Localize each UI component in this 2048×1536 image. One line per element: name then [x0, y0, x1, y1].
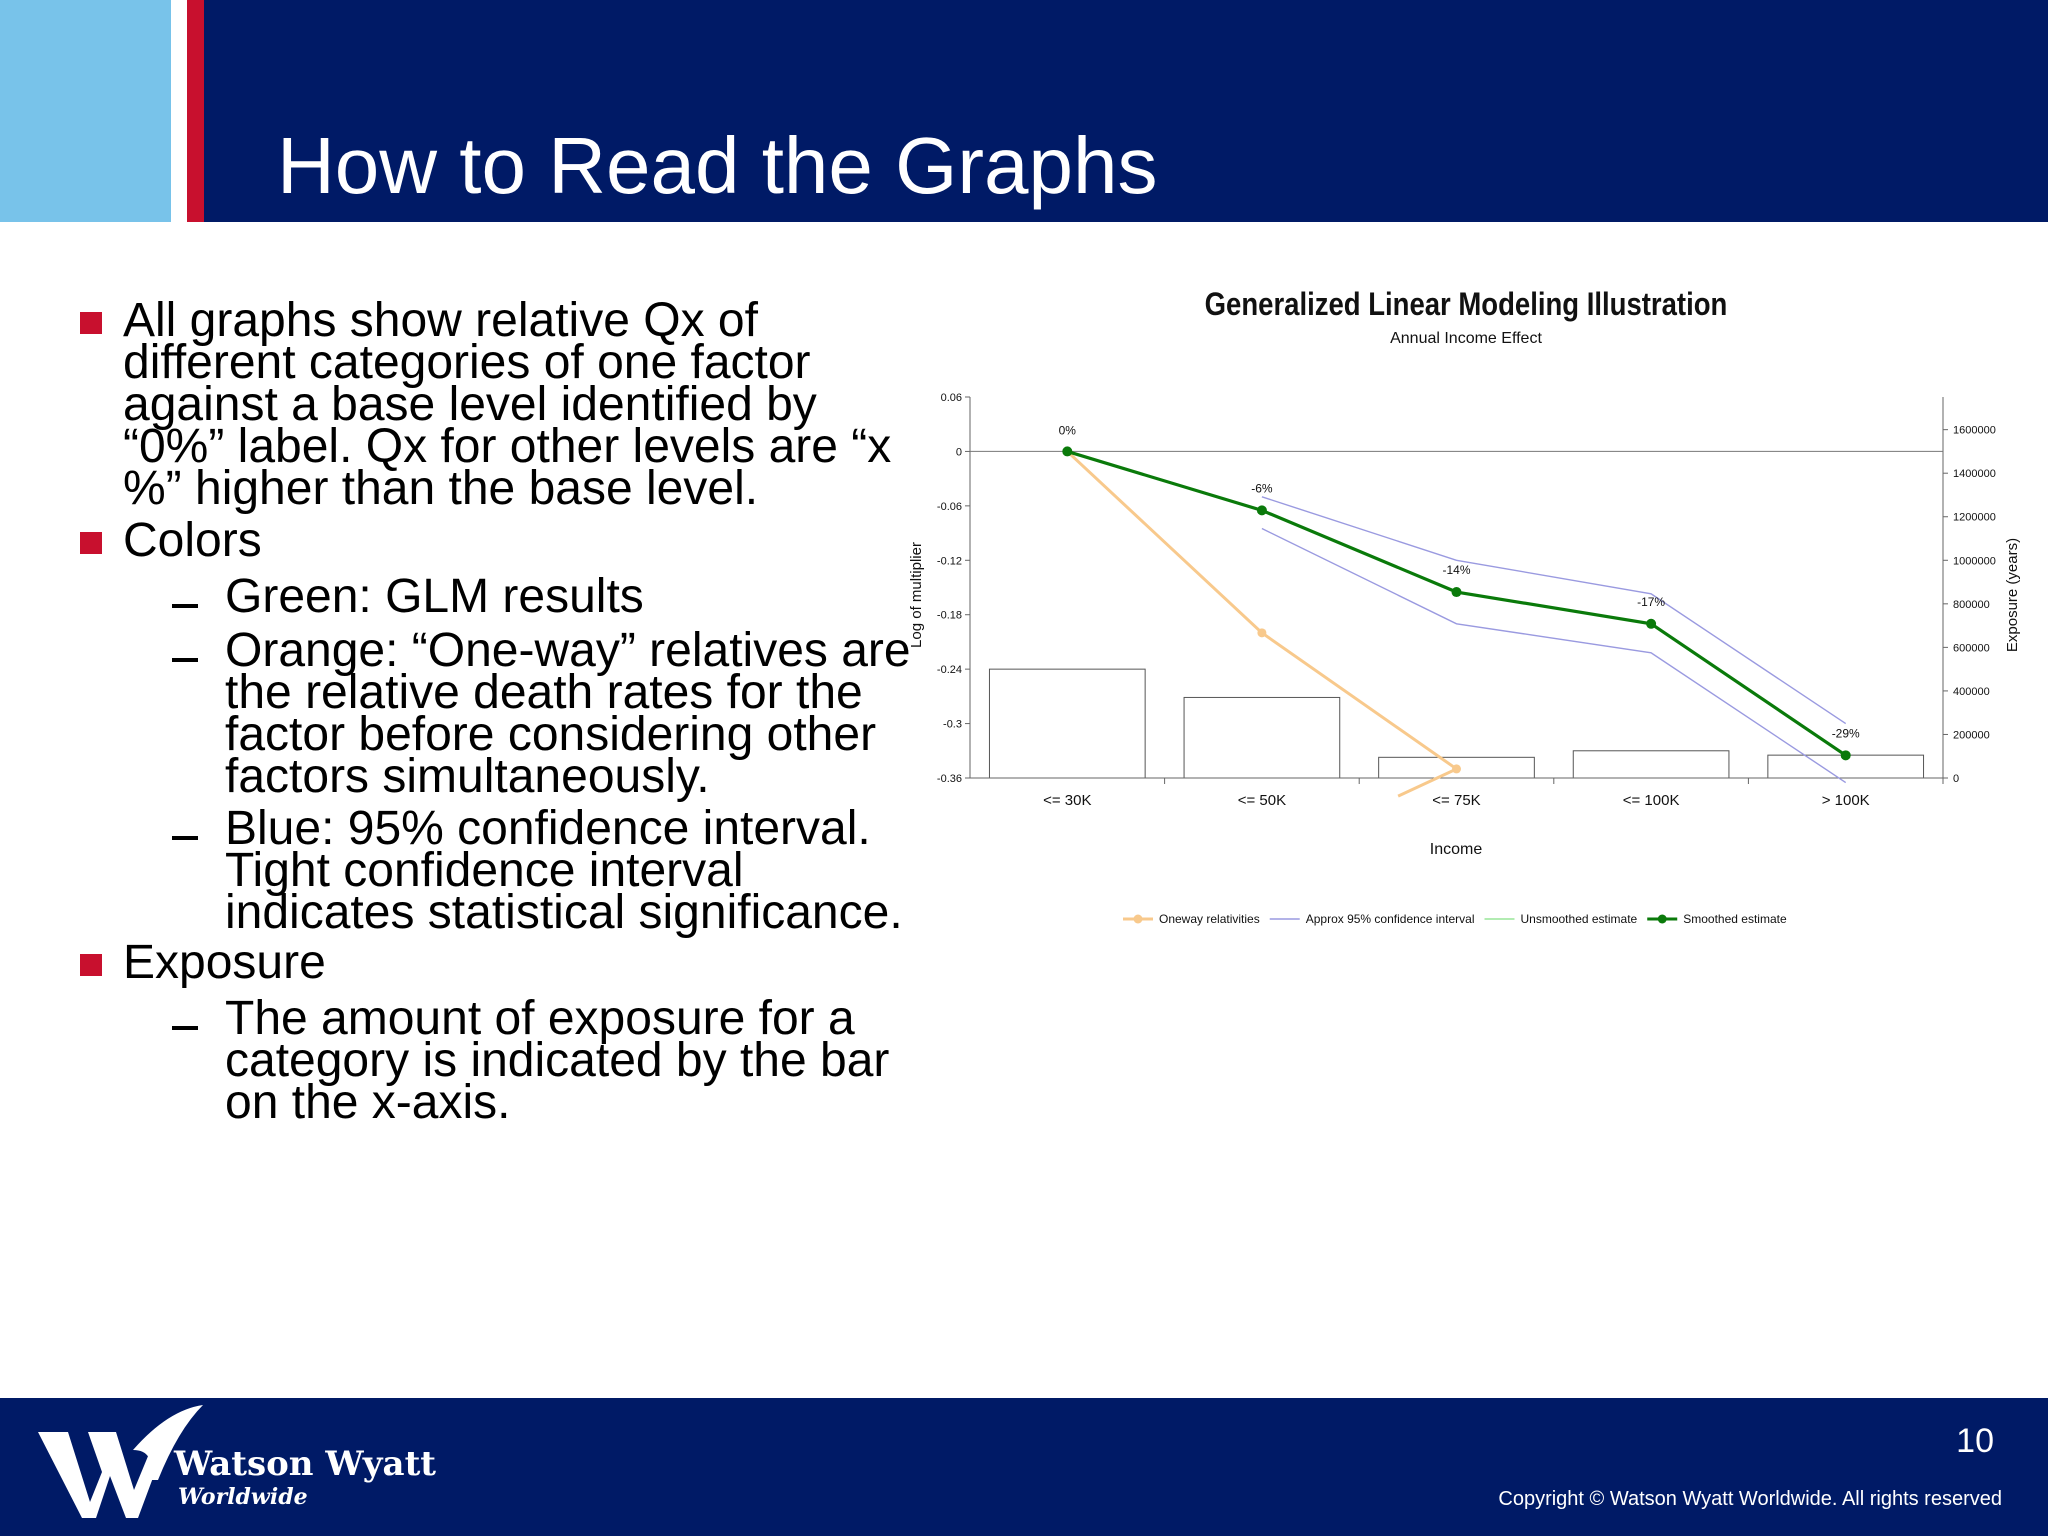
bullet-1-line-4: “0%” label. Qx for other levels are “x — [123, 420, 892, 473]
bullet-1-line-1: All graphs show relative Qx of — [123, 294, 758, 347]
logo-wordmark: Watson Wyatt — [174, 1444, 436, 1484]
chart-subtitle: Annual Income Effect — [1390, 330, 1542, 347]
y2-tick-label: 200000 — [1953, 729, 1990, 742]
y2-tick-label: 1600000 — [1953, 424, 1996, 437]
y2-tick-label: 0 — [1953, 773, 1960, 785]
legend-marker — [1658, 915, 1667, 924]
sub-bullet-orange-line-3: factor before considering other — [225, 708, 877, 761]
y-tick-label: -0.12 — [936, 555, 962, 568]
sub-bullet-exposure-line-1: The amount of exposure for a — [225, 992, 855, 1045]
smoothed-estimate-point — [1841, 750, 1851, 760]
slide-title: How to Read the Graphs — [277, 121, 1158, 210]
bullet-marker — [80, 312, 102, 334]
x-tick-label: <= 100K — [1622, 792, 1680, 809]
y2-tick-label: 600000 — [1953, 642, 1990, 655]
sub-bullet-exposure-line-2: category is indicated by the bar — [225, 1034, 890, 1087]
x-tick-label: <= 75K — [1432, 792, 1481, 809]
plot-area — [937, 392, 1996, 809]
sub-bullet-blue-line-2: Tight confidence interval — [225, 844, 744, 897]
chart-legend — [1123, 912, 1787, 926]
bullet-2: Colors — [123, 514, 262, 567]
x-tick-label: <= 30K — [1043, 792, 1092, 809]
sub-bullet-marker — [172, 658, 198, 662]
y-tick-label: -0.36 — [936, 773, 962, 785]
legend-label: Approx 95% confidence interval — [1305, 912, 1475, 926]
bullet-marker — [80, 532, 102, 554]
confidence-interval-upper-line — [1262, 497, 1846, 724]
data-label: -17% — [1637, 594, 1666, 609]
sub-bullet-marker — [172, 1026, 198, 1030]
sub-bullet-orange-line-2: the relative death rates for the — [225, 666, 863, 719]
bullet-3: Exposure — [123, 936, 326, 989]
copyright-notice: Copyright © Watson Wyatt Worldwide. All rights reserved — [1498, 1488, 2002, 1510]
exposure-bar — [989, 669, 1145, 778]
y2-tick-label: 1400000 — [1953, 468, 1996, 481]
y2-tick-label: 800000 — [1953, 598, 1990, 611]
glm-chart — [905, 270, 2021, 950]
oneway-point — [1452, 764, 1461, 773]
page-number: 10 — [1956, 1422, 1994, 1460]
chart-title: Generalized Linear Modeling Illustration — [1204, 287, 1728, 323]
y-tick-label: 0 — [955, 446, 962, 459]
y2-tick-label: 400000 — [1953, 685, 1990, 698]
smoothed-estimate-point — [1452, 587, 1462, 597]
sub-bullet-marker — [172, 836, 198, 840]
oneway-point — [1257, 628, 1266, 637]
legend-marker — [1134, 915, 1143, 924]
data-label: -14% — [1442, 563, 1471, 578]
smoothed-estimate-point — [1257, 505, 1267, 515]
y-tick-label: 0.06 — [940, 392, 962, 404]
sub-bullet-marker — [172, 604, 198, 608]
sub-bullet-exposure-line-3: on the x-axis. — [225, 1076, 511, 1129]
bullet-1-line-3: against a base level identified by — [123, 378, 817, 431]
bullet-1-line-5: %” higher than the base level. — [123, 462, 759, 515]
confidence-interval-lower-line — [1262, 529, 1846, 783]
y2-tick-label: 1000000 — [1953, 555, 1996, 568]
exposure-bar — [1184, 697, 1340, 778]
x-axis-label: Income — [1429, 841, 1483, 858]
bullet-marker — [80, 954, 102, 976]
data-label: 0% — [1058, 423, 1076, 438]
y2-tick-label: 1200000 — [1953, 511, 1996, 524]
legend-label: Oneway relativities — [1159, 912, 1260, 926]
legend-label: Unsmoothed estimate — [1520, 912, 1638, 926]
smoothed-estimate-point — [1062, 446, 1072, 456]
sub-bullet-orange-line-4: factors simultaneously. — [225, 750, 710, 803]
y-tick-label: -0.3 — [943, 718, 962, 731]
y-tick-label: -0.06 — [936, 500, 962, 513]
sub-bullet-orange-line-1: Orange: “One-way” relatives are — [225, 624, 911, 677]
data-label: -29% — [1831, 726, 1860, 741]
exposure-bar — [1573, 751, 1729, 778]
sub-bullet-green: Green: GLM results — [225, 570, 644, 623]
data-label: -6% — [1251, 481, 1273, 496]
y-tick-label: -0.24 — [936, 664, 962, 677]
x-tick-label: <= 50K — [1237, 792, 1287, 809]
y-tick-label: -0.18 — [936, 609, 962, 622]
y-axis-label: Log of multiplier — [908, 542, 925, 648]
bullet-1-line-2: different categories of one factor — [123, 336, 811, 389]
sub-bullet-blue-line-3: indicates statistical significance. — [225, 886, 903, 939]
x-tick-label: > 100K — [1821, 792, 1870, 809]
y2-axis-label: Exposure (years) — [2004, 537, 2021, 653]
logo-tagline: Worldwide — [178, 1484, 308, 1510]
legend-label: Smoothed estimate — [1683, 912, 1787, 926]
sub-bullet-blue-line-1: Blue: 95% confidence interval. — [225, 802, 871, 855]
smoothed-estimate-point — [1646, 619, 1656, 629]
